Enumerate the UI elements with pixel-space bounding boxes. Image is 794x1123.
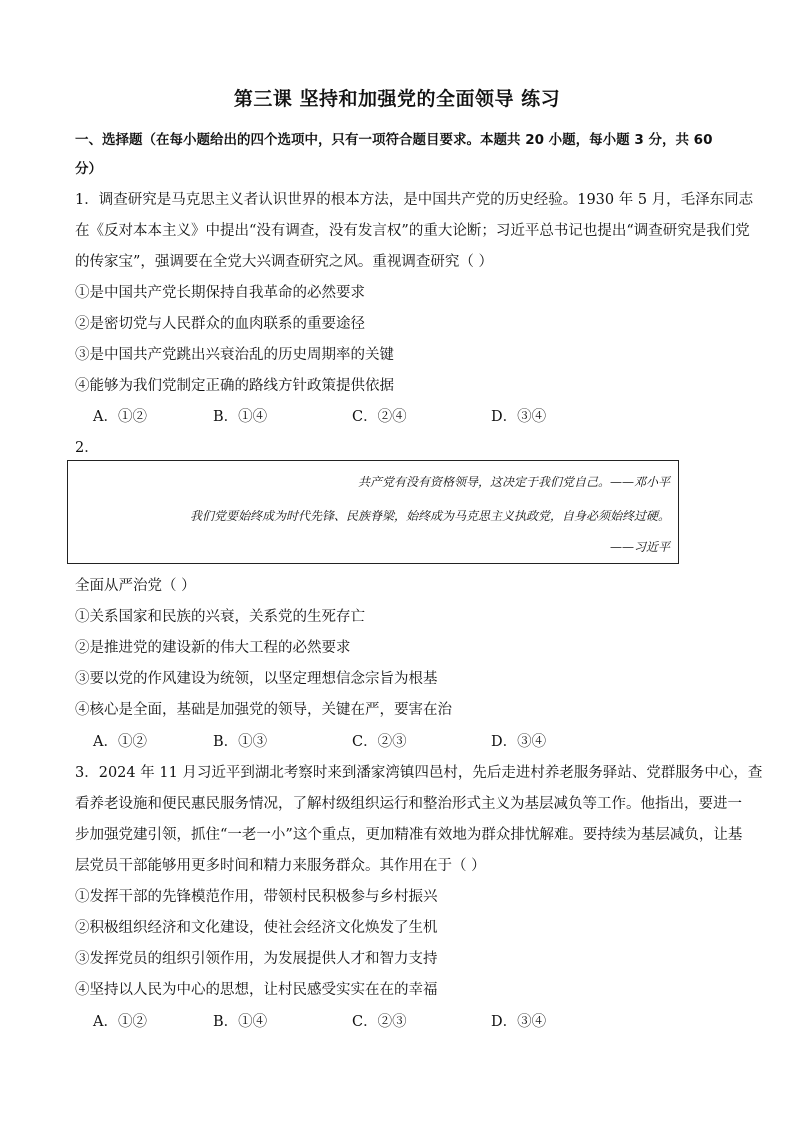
q3-stem-line-2: 看养老设施和便民惠民服务情况，了解村级组织运行和整治形式主义为基层减负等工作。他指出，要进一 <box>75 796 742 812</box>
q3-statement-2: ②积极组织经济和文化建设，使社会经济文化焕发了生机 <box>75 920 438 936</box>
q3-stem-line-4: 层党员干部能够用更多时间和精力来服务群众。其作用在于（ ） <box>75 858 486 874</box>
q3-statement-1: ①发挥干部的先锋模范作用，带领村民积极参与乡村振兴 <box>75 889 438 905</box>
q2-quote-line-3: ——习近平 <box>609 540 670 554</box>
q1-option-a[interactable]: A．①② <box>93 409 147 425</box>
page-title: 第三课 坚持和加强党的全面领导 练习 <box>233 88 561 110</box>
q1-stem-line-1: 1．调查研究是马克思主义者认识世界的根本方法，是中国共产党的历史经验。1930 年 5 月，毛泽东同志 <box>75 192 754 208</box>
q2-option-d[interactable]: D．③④ <box>491 734 547 750</box>
q3-option-b[interactable]: B．①④ <box>213 1014 268 1030</box>
q3-option-d[interactable]: D．③④ <box>491 1014 547 1030</box>
q1-statement-2: ②是密切党与人民群众的血肉联系的重要途径 <box>75 316 365 332</box>
q3-stem-line-1: 3．2024 年 11 月习近平到湖北考察时来到潘家湾镇四邑村，先后走进村养老服务驿站、党群服务中心，查 <box>75 765 763 781</box>
q2-statement-3: ③要以党的作风建设为统领，以坚定理想信念宗旨为根基 <box>75 671 438 687</box>
q2-statement-4: ④核心是全面，基础是加强党的领导，关键在严，要害在治 <box>75 702 452 718</box>
q3-statement-3: ③发挥党员的组织引领作用，为发展提供人才和智力支持 <box>75 951 438 967</box>
q3-option-c[interactable]: C．②③ <box>352 1014 407 1030</box>
q3-stem-line-3: 步加强党建引领，抓住“一老一小”这个重点，更加精准有效地为群众排忧解难。要持续为基层减负，让基 <box>75 827 743 843</box>
q3-statement-4: ④坚持以人民为中心的思想，让村民感受实实在在的幸福 <box>75 982 438 998</box>
q1-stem-line-2: 在《反对本本主义》中提出“没有调查，没有发言权”的重大论断；习近平总书记也提出“调查研究是我们党 <box>75 223 750 239</box>
q2-option-a[interactable]: A．①② <box>93 734 147 750</box>
q1-statement-4: ④能够为我们党制定正确的路线方针政策提供依据 <box>75 378 394 394</box>
section-heading-line-1: 一、选择题（在每小题给出的四个选项中，只有一项符合题目要求。本题共 20 小题，每小题 3 分，共 60 <box>75 132 713 148</box>
q2-quote-line-2: 我们党要始终成为时代先锋、民族脊梁，始终成为马克思主义执政党，自身必须始终过硬。 <box>189 509 670 523</box>
q2-statement-1: ①关系国家和民族的兴衰，关系党的生死存亡 <box>75 609 365 625</box>
q2-quote-box <box>67 460 679 564</box>
q1-option-c[interactable]: C．②④ <box>352 409 407 425</box>
q1-statement-3: ③是中国共产党跳出兴衰治乱的历史周期率的关键 <box>75 347 394 363</box>
q2-statement-2: ②是推进党的建设新的伟大工程的必然要求 <box>75 640 351 656</box>
q2-option-b[interactable]: B．①③ <box>213 734 268 750</box>
q2-stem: 全面从严治党（ ） <box>75 578 196 594</box>
q2-option-c[interactable]: C．②③ <box>352 734 407 750</box>
q1-stem-line-3: 的传家宝”，强调要在全党大兴调查研究之风。重视调查研究（ ） <box>75 254 494 270</box>
q2-number: 2． <box>75 440 99 456</box>
section-heading-line-2: 分） <box>75 161 102 177</box>
q1-option-b[interactable]: B．①④ <box>213 409 268 425</box>
q2-quote-line-1: 共产党有没有资格领导，这决定于我们党自己。——邓小平 <box>357 475 670 489</box>
q1-option-d[interactable]: D．③④ <box>491 409 547 425</box>
q3-option-a[interactable]: A．①② <box>93 1014 147 1030</box>
q1-statement-1: ①是中国共产党长期保持自我革命的必然要求 <box>75 285 365 301</box>
